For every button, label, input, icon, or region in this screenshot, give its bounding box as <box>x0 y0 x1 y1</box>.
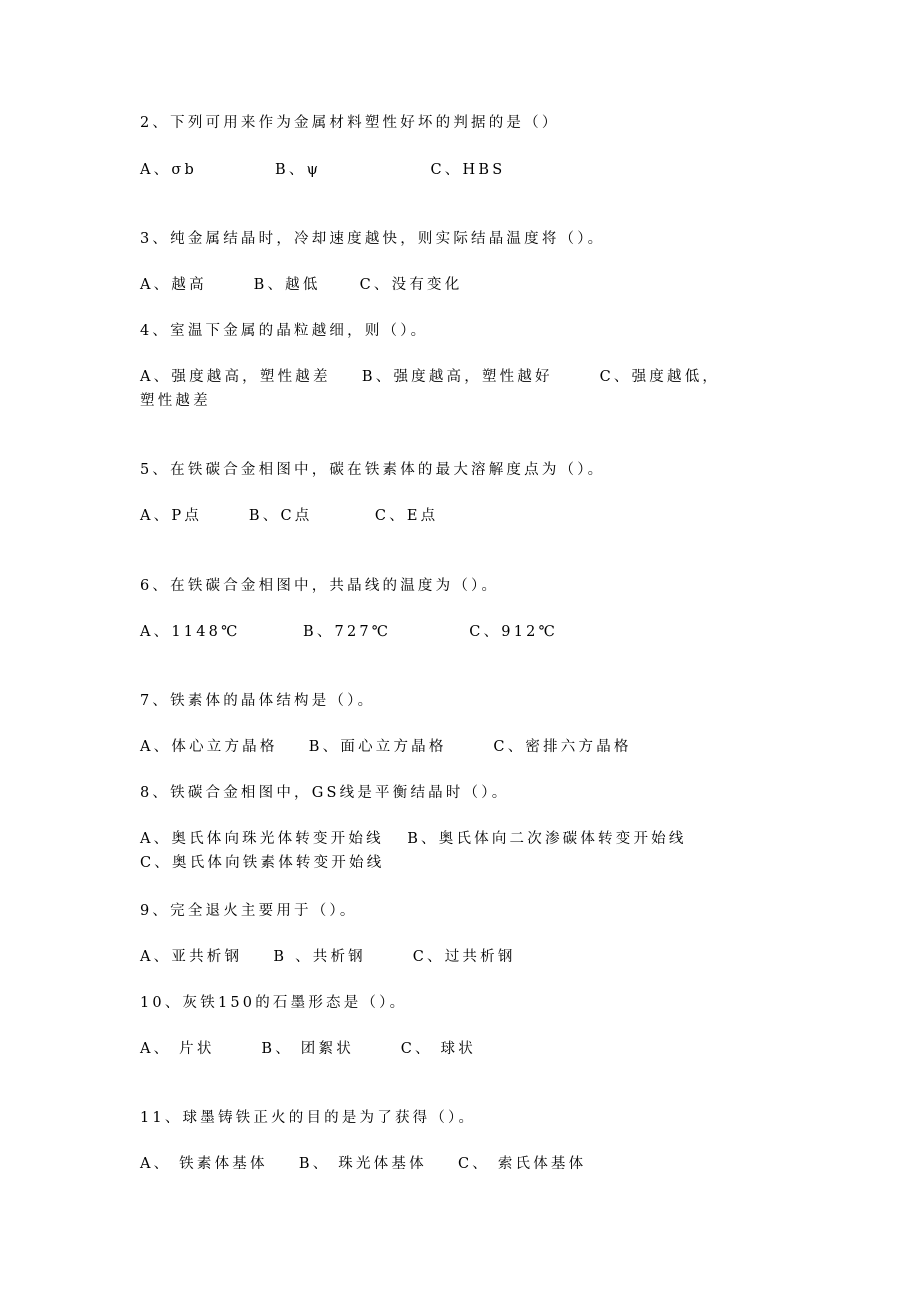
question-10-options: A、 片状 B、 团絮状 C、 球状 <box>140 1041 476 1057</box>
question-2-options: A、σb B、ψ C、HBS <box>140 162 506 178</box>
question-5-stem: 5、在铁碳合金相图中，碳在铁素体的最大溶解度点为（）。 <box>140 462 606 478</box>
question-10-stem: 10、灰铁150的石墨形态是（）。 <box>140 995 408 1011</box>
question-6-options: A、1148℃ B、727℃ C、912℃ <box>140 624 559 640</box>
question-8-options: A、奥氏体向珠光体转变开始线 B、奥氏体向二次渗碳体转变开始线 <box>140 831 687 847</box>
question-11-stem: 11、球墨铸铁正火的目的是为了获得（）。 <box>140 1110 477 1126</box>
question-11-options: A、 铁素体基体 B、 珠光体基体 C、 索氏体基体 <box>140 1156 587 1172</box>
question-7-options: A、体心立方晶格 B、面心立方晶格 C、密排六方晶格 <box>140 739 632 755</box>
question-8-stem: 8、铁碳合金相图中，GS线是平衡结晶时（）。 <box>140 785 510 801</box>
question-3-options: A、越高 B、越低 C、没有变化 <box>140 277 463 293</box>
question-5-options: A、P点 B、C点 C、E点 <box>140 508 439 524</box>
question-6-stem: 6、在铁碳合金相图中，共晶线的温度为（）。 <box>140 578 500 594</box>
question-4-stem: 4、室温下金属的晶粒越细，则（）。 <box>140 323 429 339</box>
question-2-stem: 2、下列可用来作为金属材料塑性好坏的判据的是（） <box>140 115 560 131</box>
question-3-stem: 3、纯金属结晶时，冷却速度越快，则实际结晶温度将（）。 <box>140 231 606 247</box>
question-4-options: A、强度越高，塑性越差 B、强度越高，塑性越好 C、强度越低， <box>140 369 721 385</box>
question-7-stem: 7、铁素体的晶体结构是（）。 <box>140 693 376 709</box>
question-4-options-cont: 塑性越差 <box>140 393 211 409</box>
question-9-stem: 9、完全退火主要用于（）。 <box>140 903 358 919</box>
question-8-options-cont: C、奥氏体向铁素体转变开始线 <box>140 855 385 871</box>
question-9-options: A、亚共析钢 B 、共析钢 C、过共析钢 <box>140 949 516 965</box>
